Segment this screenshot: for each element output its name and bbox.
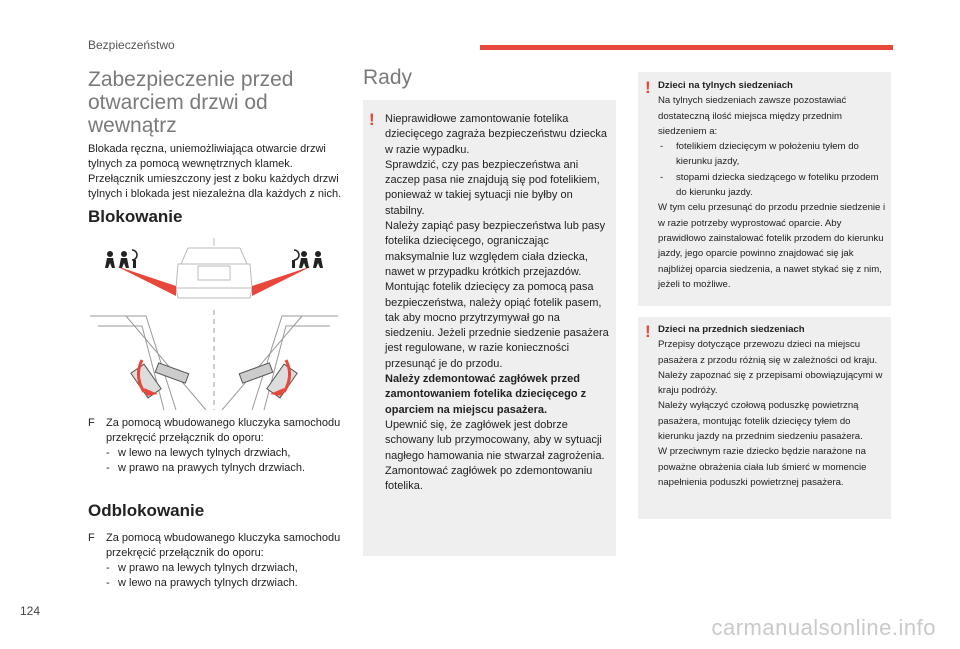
advice-paragraph-5: Upewnić się, że zagłówek jest dobrze schowany lub przymocowany, aby w sytuacji nagłego hamowania nie stwarzał zagrożenia. Zamontować zagłówek po zdemontowaniu fotelika. — [385, 418, 605, 493]
advice-paragraph-2: Sprawdzić, czy pas bezpieczeństwa ani zaczep pasa nie znajdują się pod fotelikiem, ponieważ w takiej sytuacji nie byłby on stabilny. — [385, 158, 600, 217]
advice-paragraph-1: Nieprawidłowe zamontowanie fotelika dziecięcego zagraża bezpieczeństwu dziecka w razie wypadku. — [385, 113, 607, 156]
warning-icon: ! — [645, 78, 651, 97]
rear-seats-item-2: stopami dziecka siedzącego w foteliku przodem do kierunku jazdy. — [676, 171, 879, 199]
front-seats-p2: Należy wyłączyć czołową poduszkę powietrzną pasażera, montując fotelik dziecięcy tyłem do kierunku jazdy na przednim siedzeniu pasażera. — [658, 400, 863, 443]
warning-icon: ! — [369, 110, 375, 129]
rear-seats-title: Dzieci na tylnych siedzeniach — [658, 80, 793, 91]
advice-paragraph-5-bold: Należy zdemontować zagłówek przed zamontowaniem fotelika dziecięcego z oparciem na miejscu pasażera. — [385, 373, 587, 416]
unblocking-item-2: w lewo na prawych tylnych drzwiach. — [118, 577, 298, 589]
door-lock-diagram — [86, 236, 342, 410]
child-lock-illustration — [86, 236, 342, 410]
unblocking-instructions — [88, 531, 350, 591]
unblocking-item-1: w prawo na lewych tylnych drzwiach, — [118, 562, 298, 574]
page-title — [88, 68, 350, 137]
advice-paragraph-3: Należy zapiąć pasy bezpieczeństwa lub pasy fotelika dziecięcego, ograniczając maksymalnie luz względem ciała dziecka, nawet w przypadku krótkich przejazdów. — [385, 220, 606, 278]
dash-marker: - — [660, 141, 664, 153]
bullet-marker: F — [88, 417, 95, 429]
unblocking-heading: Odblokowanie — [88, 501, 205, 520]
left-pointer — [116, 266, 176, 296]
rear-seats-item-1: fotelikiem dziecięcym w położeniu tyłem do kierunku jazdy, — [676, 141, 859, 168]
advice-title: Rady — [363, 66, 413, 89]
intro-text: Blokada ręczna, uniemożliwiająca otwarcie drzwi tylnych za pomocą wewnętrznych klamek. Przełącznik umieszczony jest z boku każdych drzwi tylnych i blokada jest niezależna dla każdych z nich. — [88, 143, 342, 200]
title-line-2: otwarciem drzwi od wewnątrz — [88, 91, 268, 137]
blocking-item-2: w prawo na prawych tylnych drzwiach. — [118, 462, 306, 474]
right-pointer — [252, 266, 312, 296]
front-seats-title: Dzieci na przednich siedzeniach — [658, 324, 805, 335]
front-seats-text — [658, 322, 888, 490]
dash-marker: - — [106, 447, 110, 459]
rear-seats-p1: Na tylnych siedzeniach zawsze pozostawiać dostateczną ilość miejsca między przednim siedzeniem a: — [658, 95, 847, 137]
unblocking-lead: Za pomocą wbudowanego kluczyka samochodu przekręcić przełącznik do oporu: — [106, 532, 341, 559]
blocking-item-1: w lewo na lewych tylnych drzwiach, — [118, 447, 291, 459]
front-seats-p1: Przepisy dotyczące przewozu dzieci na miejscu pasażera z przodu różnią się w zależności od kraju. Należy zapoznać się z przepisami obowiązującymi w kraju podróży. — [658, 339, 883, 397]
warning-icon: ! — [645, 322, 651, 341]
watermark: carmanualsonline.info — [711, 615, 936, 640]
page-number: 124 — [20, 604, 41, 618]
bullet-marker: F — [88, 532, 95, 544]
dash-marker: - — [106, 577, 110, 589]
child-lock-section — [88, 68, 350, 202]
advice-paragraph-4: Montując fotelik dziecięcy za pomocą pasa bezpieczeństwa, należy opiąć fotelik pasem, tak aby mocno przytrzymywał go na siedzeniu. Jeżeli przednie siedzenie pasażera jest regulowane, w razie konieczności przesunąć je do przodu. — [385, 281, 609, 370]
front-seats-p3: W przeciwnym razie dziecko będzie narażone na poważne obrażenia ciała lub śmierć w momencie napełnienia poduszki powietrznej pasażera. — [658, 446, 867, 488]
child-lock-left-icon — [105, 250, 137, 268]
rear-seats-text — [658, 78, 888, 292]
header-accent-bar — [480, 45, 893, 50]
advice-text — [385, 112, 611, 494]
dash-marker: - — [106, 462, 110, 474]
title-line-1: Zabezpieczenie przed — [88, 68, 294, 91]
blocking-instructions — [88, 416, 350, 476]
blocking-heading: Blokowanie — [88, 207, 183, 226]
section-label: Bezpieczeństwo — [88, 38, 175, 52]
rear-seats-p2: W tym celu przesunąć do przodu przednie siedzenie i w razie potrzeby wyprostować oparcie. Aby prawidłowo zainstalować fotelik przodem do kierunku jazdy, jego oparcie powinno znajdować się jak najbliżej oparcia siedzenia, a nawet stykać się z nim, jeżeli to możliwe. — [658, 202, 886, 290]
dash-marker: - — [660, 171, 664, 183]
child-lock-right-icon — [292, 250, 323, 268]
dash-marker: - — [106, 562, 110, 574]
blocking-lead: Za pomocą wbudowanego kluczyka samochodu przekręcić przełącznik do oporu: — [106, 417, 341, 444]
